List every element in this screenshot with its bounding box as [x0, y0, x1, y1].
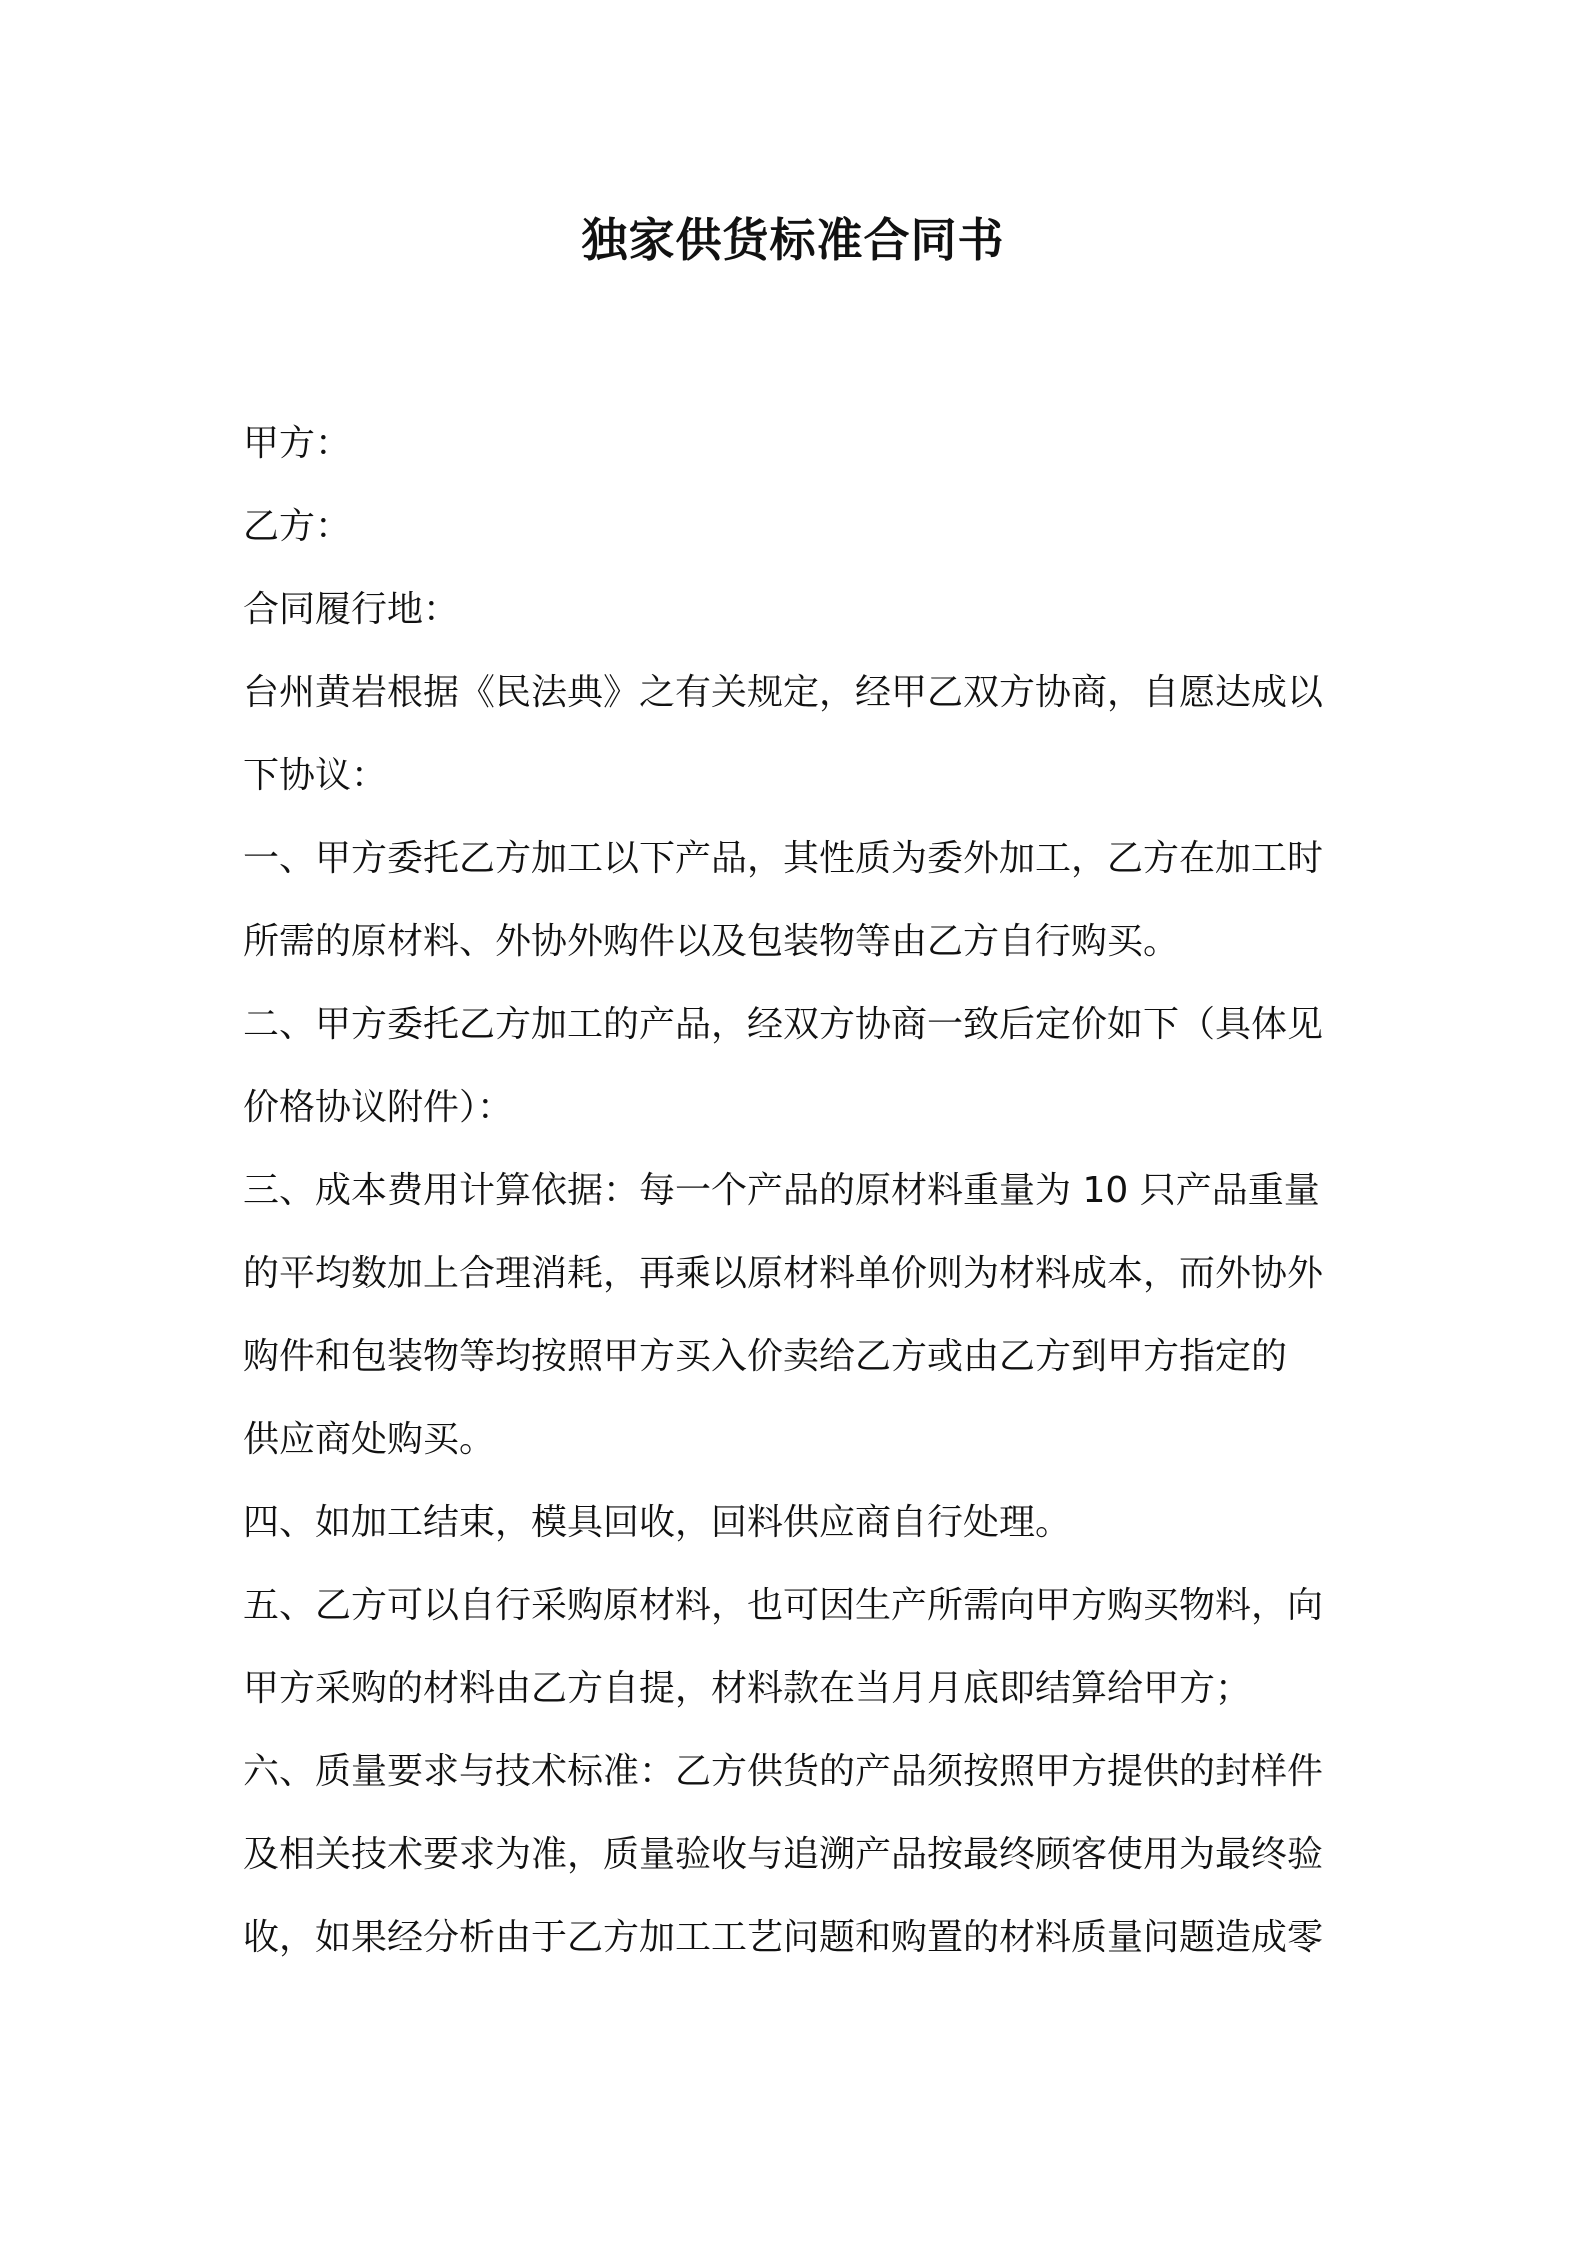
party-a-label: 甲方： [243, 423, 352, 464]
contract-place-line [243, 568, 1360, 651]
clause-3-line-2: 的平均数加上合理消耗，再乘以原材料单价则为材料成本，而外协外 [243, 1253, 1324, 1294]
clause-3-line-1: 三、成本费用计算依据：每一个产品的原材料重量为 10 只产品重量 [243, 1170, 1320, 1211]
party-a-line [243, 402, 1360, 485]
clause-1-line-2: 所需的原材料、外协外购件以及包装物等由乙方自行购买。 [243, 921, 1180, 962]
contract-place-label: 合同履行地： [243, 589, 460, 630]
clause-4 [243, 1481, 1360, 1564]
clause-2 [243, 983, 1360, 1149]
clause-6-line-3: 收，如果经分析由于乙方加工工艺问题和购置的材料质量问题造成零 [243, 1917, 1324, 1958]
clause-3-line-4: 供应商处购买。 [243, 1419, 496, 1460]
intro-line-1: 台州黄岩根据《民法典》之有关规定，经甲乙双方协商，自愿达成以 [243, 672, 1324, 713]
clause-5-line-2: 甲方采购的材料由乙方自提，材料款在当月月底即结算给甲方； [243, 1668, 1252, 1709]
clause-6-line-1: 六、质量要求与技术标准：乙方供货的产品须按照甲方提供的封样件 [243, 1751, 1324, 1792]
intro-paragraph [243, 651, 1360, 817]
party-b-label: 乙方： [243, 506, 352, 547]
clause-1-line-1: 一、甲方委托乙方加工以下产品，其性质为委外加工，乙方在加工时 [243, 838, 1324, 879]
clause-3 [243, 1149, 1360, 1481]
document-body [243, 402, 1360, 1979]
clause-6 [243, 1730, 1360, 1979]
party-b-line [243, 485, 1360, 568]
clause-5 [243, 1564, 1360, 1730]
clause-6-line-2: 及相关技术要求为准，质量验收与追溯产品按最终顾客使用为最终验 [243, 1834, 1324, 1875]
clause-5-line-1: 五、乙方可以自行采购原材料，也可因生产所需向甲方购买物料，向 [243, 1585, 1324, 1626]
clause-1 [243, 817, 1360, 983]
document-title: 独家供货标准合同书 [581, 213, 1005, 267]
clause-4-line-1: 四、如加工结束，模具回收，回料供应商自行处理。 [243, 1502, 1072, 1543]
clause-2-line-2: 价格协议附件）： [243, 1087, 514, 1128]
clause-3-line-3: 购件和包装物等均按照甲方买入价卖给乙方或由乙方到甲方指定的 [243, 1336, 1288, 1377]
clause-2-line-1: 二、甲方委托乙方加工的产品，经双方协商一致后定价如下（具体见 [243, 1004, 1324, 1045]
intro-line-2: 下协议： [243, 755, 388, 796]
